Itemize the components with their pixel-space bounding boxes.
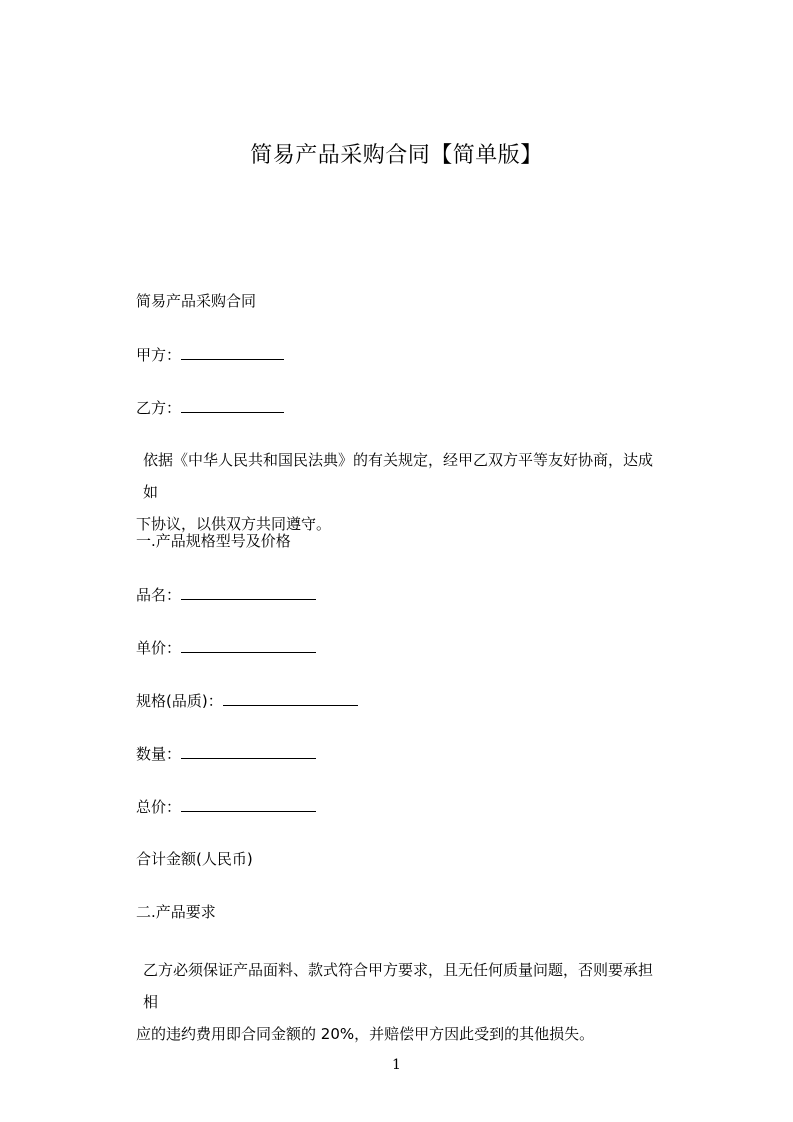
party-a-line <box>136 344 284 365</box>
unit-price-label: 单价： <box>136 639 182 657</box>
party-b-blank <box>181 397 284 413</box>
requirement-line-2: 应的违约费用即合同金额的 20%，并赔偿甲方因此受到的其他损失。 <box>136 1025 595 1043</box>
contract-subtitle: 简易产品采购合同 <box>136 292 257 310</box>
quantity-line <box>136 743 316 764</box>
page-number: 1 <box>392 1057 401 1073</box>
party-a-blank <box>181 344 284 360</box>
intro-line-2: 下协议，以供双方共同遵守。 <box>136 515 332 533</box>
requirement-line-1: 乙方必须保证产品面料、款式符合甲方要求，且无任何质量问题，否则要承担相 <box>143 961 654 1011</box>
intro-line-1: 依据《中华人民共和国民法典》的有关规定，经甲乙双方平等友好协商，达成如 <box>143 451 654 501</box>
unit-price-line <box>136 637 316 658</box>
spec-line <box>136 690 358 711</box>
party-b-line <box>136 397 284 418</box>
product-name-label: 品名： <box>136 586 182 604</box>
document-title: 简易产品采购合同【简单版】 <box>250 143 543 168</box>
total-price-label: 总价： <box>136 798 182 816</box>
requirement-paragraph <box>136 954 660 1050</box>
total-price-line <box>136 796 316 817</box>
section2-heading: 二.产品要求 <box>136 903 216 921</box>
spec-blank <box>223 690 358 706</box>
product-name-line <box>136 584 316 605</box>
total-amount-label: 合计金额(人民币) <box>136 850 253 868</box>
quantity-blank <box>181 743 316 759</box>
party-a-label: 甲方： <box>136 346 182 364</box>
intro-paragraph <box>136 444 660 540</box>
spec-label: 规格(品质)： <box>136 692 223 710</box>
product-name-blank <box>181 584 316 600</box>
unit-price-blank <box>181 637 316 653</box>
party-b-label: 乙方： <box>136 399 182 417</box>
quantity-label: 数量： <box>136 745 182 763</box>
section1-heading: 一.产品规格型号及价格 <box>136 532 291 550</box>
total-price-blank <box>181 796 316 812</box>
